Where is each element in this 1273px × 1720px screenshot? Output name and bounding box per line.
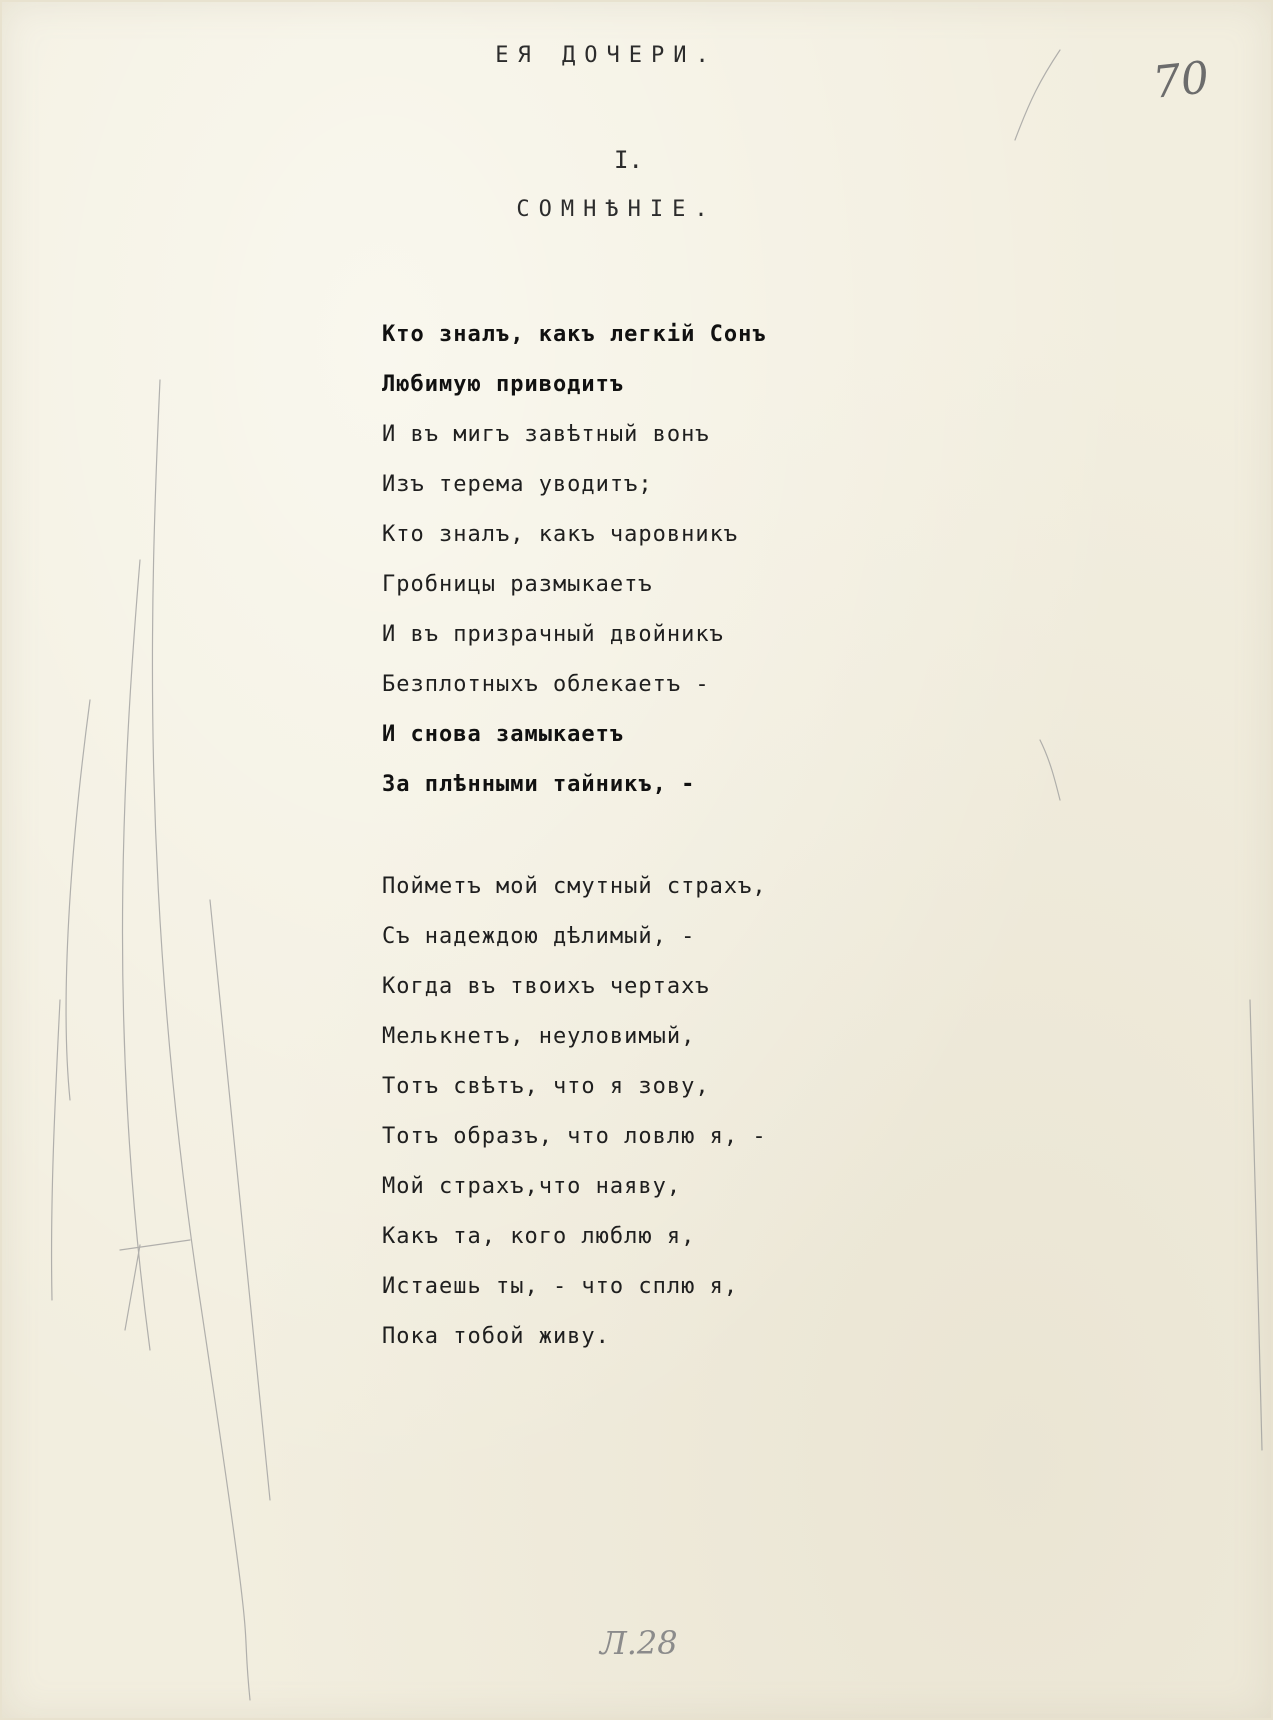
poem-line: Истаешь ты, - что сплю я,: [382, 1274, 739, 1299]
poem-line: И въ мигъ завѣтный вонъ: [382, 422, 710, 447]
poem-line: Кто зналъ, какъ легкiй Сонъ: [382, 322, 767, 347]
poem-line: Пока тобой живу.: [382, 1324, 610, 1349]
poem-line: Какъ та, кого люблю я,: [382, 1224, 696, 1249]
poem-line: Мелькнетъ, неуловимый,: [382, 1024, 696, 1049]
poem-line: Тотъ образъ, что ловлю я, -: [382, 1124, 767, 1149]
poem-line: За плѣнными тайникъ, -: [382, 772, 696, 797]
poem-line: Пойметъ мой смутный страхъ,: [382, 874, 767, 899]
stanza-1: [382, 310, 902, 810]
poem-line: Любимую приводитъ: [382, 372, 625, 397]
handwritten-archive-mark: Л.28: [600, 1624, 678, 1662]
poem-line: Съ надеждою дѣлимый, -: [382, 924, 696, 949]
poem-line: Безплотныхъ облекаетъ -: [382, 672, 710, 697]
stanza-2: [382, 862, 902, 1362]
section-title: СОМНѢНIЕ.: [516, 197, 717, 222]
poem-line: Кто зналъ, какъ чаровникъ: [382, 522, 739, 547]
handwritten-folio-number: 70: [1150, 52, 1212, 109]
poem-line: Тотъ свѣтъ, что я зову,: [382, 1074, 710, 1099]
section-number: I.: [614, 146, 643, 174]
poem-line: Изъ терема уводитъ;: [382, 472, 653, 497]
poem-line: И въ призрачный двойникъ: [382, 622, 724, 647]
poem-line: И снова замыкаетъ: [382, 722, 625, 747]
poem-line: Гробницы размыкаетъ: [382, 572, 653, 597]
page-title: ЕЯ ДОЧЕРИ.: [495, 43, 718, 68]
poem-line: Когда въ твоихъ чертахъ: [382, 974, 710, 999]
poem-line: Мой страхъ,что наяву,: [382, 1174, 682, 1199]
